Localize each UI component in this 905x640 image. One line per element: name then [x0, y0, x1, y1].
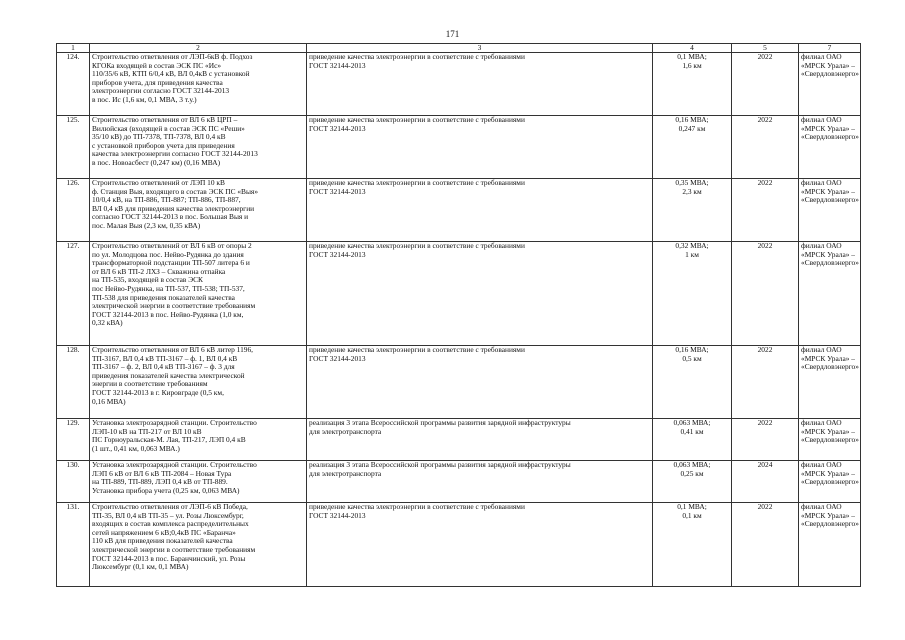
- row-organization: филиал ОАО «МРСК Урала» – «Свердловэнерго»: [799, 461, 861, 503]
- table-body: [57, 53, 861, 587]
- row-organization: филиал ОАО «МРСК Урала» – «Свердловэнерго»: [799, 179, 861, 242]
- row-purpose: приведение качества электроэнергии в соответствие с требованиями ГОСТ 32144-2013: [307, 53, 653, 116]
- row-year: 2024: [732, 461, 799, 503]
- table-row: [57, 461, 861, 503]
- row-description: Строительство ответвлений от ЛЭП 10 кВ ф. Станция Выя, входящего в состав ЭСК ПС «Выя» 10/0,4 кВ, на ТП-886, ТП-887; ТП-886, ТП-887, ВЛ 0,4 кВ для приведения качества электроэнергии согласно ГОСТ 32144-2013 в пос. Большая Выя и пос. Малая Выя (2,3 км, 0,35 кВА): [90, 179, 307, 242]
- row-year: 2022: [732, 419, 799, 461]
- row-number: 130.: [57, 461, 90, 503]
- table-row: [57, 53, 861, 116]
- row-purpose: приведение качества электроэнергии в соответствие с требованиями ГОСТ 32144-2013: [307, 116, 653, 179]
- row-number: 125.: [57, 116, 90, 179]
- table-row: [57, 346, 861, 419]
- row-year: 2022: [732, 179, 799, 242]
- row-organization: филиал ОАО «МРСК Урала» – «Свердловэнерго»: [799, 346, 861, 419]
- row-year: 2022: [732, 503, 799, 587]
- row-purpose: приведение качества электроэнергии в соответствие с требованиями ГОСТ 32144-2013: [307, 179, 653, 242]
- row-description: Строительство ответвления от ВЛ 6 кВ ЦРП – Вилюйская (входящей в состав ЭСК ПС «Реши» 35/10 кВ) до ТП-7378, ТП-7378, ВЛ 0,4 кВ с установкой приборов учета для приведения качества электроэнергии согласно ГОСТ 32144-2013 в пос. Новоасбест (0,247 км) (0,16 МВА): [90, 116, 307, 179]
- row-number: 127.: [57, 242, 90, 346]
- header-cell-num: 1: [57, 44, 90, 53]
- table-row: [57, 179, 861, 242]
- row-number: 131.: [57, 503, 90, 587]
- row-purpose: реализация 3 этапа Всероссийской программы развития зарядной инфраструктуры для электротранспорта: [307, 461, 653, 503]
- table-row: [57, 503, 861, 587]
- row-purpose: приведение качества электроэнергии в соответствие с требованиями ГОСТ 32144-2013: [307, 242, 653, 346]
- row-number: 128.: [57, 346, 90, 419]
- table-row: [57, 116, 861, 179]
- row-purpose: приведение качества электроэнергии в соответствие с требованиями ГОСТ 32144-2013: [307, 503, 653, 587]
- header-cell-description: 2: [90, 44, 307, 53]
- table-row: [57, 419, 861, 461]
- row-capacity: 0,32 МВА; 1 км: [653, 242, 732, 346]
- row-organization: филиал ОАО «МРСК Урала» – «Свердловэнерго»: [799, 242, 861, 346]
- header-cell-capacity: 4: [653, 44, 732, 53]
- row-capacity: 0,1 МВА; 1,6 км: [653, 53, 732, 116]
- row-year: 2022: [732, 53, 799, 116]
- row-description: Установка электрозарядной станции. Строительство ЛЭП 6 кВ от ВЛ 6 кВ ТП-2084 – Новая Тура на ТП-889, ТП-889, ЛЭП 0,4 кВ от ТП-889. Установка прибора учета (0,25 км, 0,063 МВА): [90, 461, 307, 503]
- row-capacity: 0,063 МВА; 0,41 км: [653, 419, 732, 461]
- row-purpose: реализация 3 этапа Всероссийской программы развития зарядной инфраструктуры для электротранспорта: [307, 419, 653, 461]
- row-capacity: 0,1 МВА; 0,1 км: [653, 503, 732, 587]
- row-organization: филиал ОАО «МРСК Урала» – «Свердловэнерго»: [799, 503, 861, 587]
- row-capacity: 0,16 МВА; 0,247 км: [653, 116, 732, 179]
- table-row: [57, 242, 861, 346]
- row-organization: филиал ОАО «МРСК Урала» – «Свердловэнерго»: [799, 419, 861, 461]
- row-purpose: приведение качества электроэнергии в соответствие с требованиями ГОСТ 32144-2013: [307, 346, 653, 419]
- row-description: Установка электрозарядной станции. Строительство ЛЭП-10 кВ на ТП-217 от ВЛ 10 кВ ПС Горноуральская-М. Лая, ТП-217, ЛЭП 0,4 кВ (1 шт., 0,41 км, 0,063 МВА.): [90, 419, 307, 461]
- header-cell-year: 5: [732, 44, 799, 53]
- row-description: Строительство ответвления от ЛЭП-6 кВ Победа, ТП-35, ВЛ 0,4 кВ ТП-35 – ул. Розы Люксембург, входящих в состав комплекса распределительных сетей напряжением 6 кВ;0,4кВ ПС «Баранча» 110 кВ для приведения показателей качества электрической энергии в соответствие требованиям ГОСТ 32144-2013 в пос. Баранчинский, ул. Розы Люксембург (0,1 км, 0,1 МВА): [90, 503, 307, 587]
- projects-table: [56, 43, 861, 587]
- row-description: Строительство ответвления от ВЛ 6 кВ литер 1196, ТП-3167, ВЛ 0,4 кВ ТП-3167 – ф. 1, ВЛ 0,4 кВ ТП-3167 – ф. 2, ВЛ 0,4 кВ ТП-3167 – ф. 3 для приведения показателей качества электрической энергии в соответствие требованиям ГОСТ 32144-2013 в г. Кировграде (0,5 км, 0,16 МВА): [90, 346, 307, 419]
- row-year: 2022: [732, 242, 799, 346]
- row-number: 129.: [57, 419, 90, 461]
- row-year: 2022: [732, 116, 799, 179]
- page-number: 171: [445, 29, 460, 39]
- header-cell-org: 7: [799, 44, 861, 53]
- row-organization: филиал ОАО «МРСК Урала» – «Свердловэнерго»: [799, 53, 861, 116]
- row-capacity: 0,35 МВА; 2,3 км: [653, 179, 732, 242]
- row-number: 126.: [57, 179, 90, 242]
- row-description: Строительство ответвлений от ВЛ 6 кВ от опоры 2 по ул. Молодцова пос. Нейво-Рудянка до здания трансформаторной подстанции ТП-507 литера 6 и от ВЛ 6 кВ ТП-2 ЛХЗ – Скважина отпайка на ТП-535, входящей в состав ЭСК пос Нейво-Рудянка, на ТП-537, ТП-538; ТП-537, ТП-538 для приведения показателей качества электрической энергии в соответствие требованиям ГОСТ 32144-2013 в пос. Нейво-Рудянка (1,0 км, 0,32 кВА): [90, 242, 307, 346]
- row-number: 124.: [57, 53, 90, 116]
- row-year: 2022: [732, 346, 799, 419]
- row-capacity: 0,16 МВА; 0,5 км: [653, 346, 732, 419]
- header-cell-purpose: 3: [307, 44, 653, 53]
- row-capacity: 0,063 МВА; 0,25 км: [653, 461, 732, 503]
- row-description: Строительство ответвления от ЛЭП-6кВ ф. Подхоз КГОКа входящей в состав ЭСК ПС «Ис» 110/35/6 кВ, КТП 6/0,4 кВ, ВЛ 0,4кВ с установкой приборов учета, для приведения качества электроэнергии согласно ГОСТ 32144-2013 в пос. Ис (1,6 км, 0,1 МВА, 3 т.у.): [90, 53, 307, 116]
- row-organization: филиал ОАО «МРСК Урала» – «Свердловэнерго»: [799, 116, 861, 179]
